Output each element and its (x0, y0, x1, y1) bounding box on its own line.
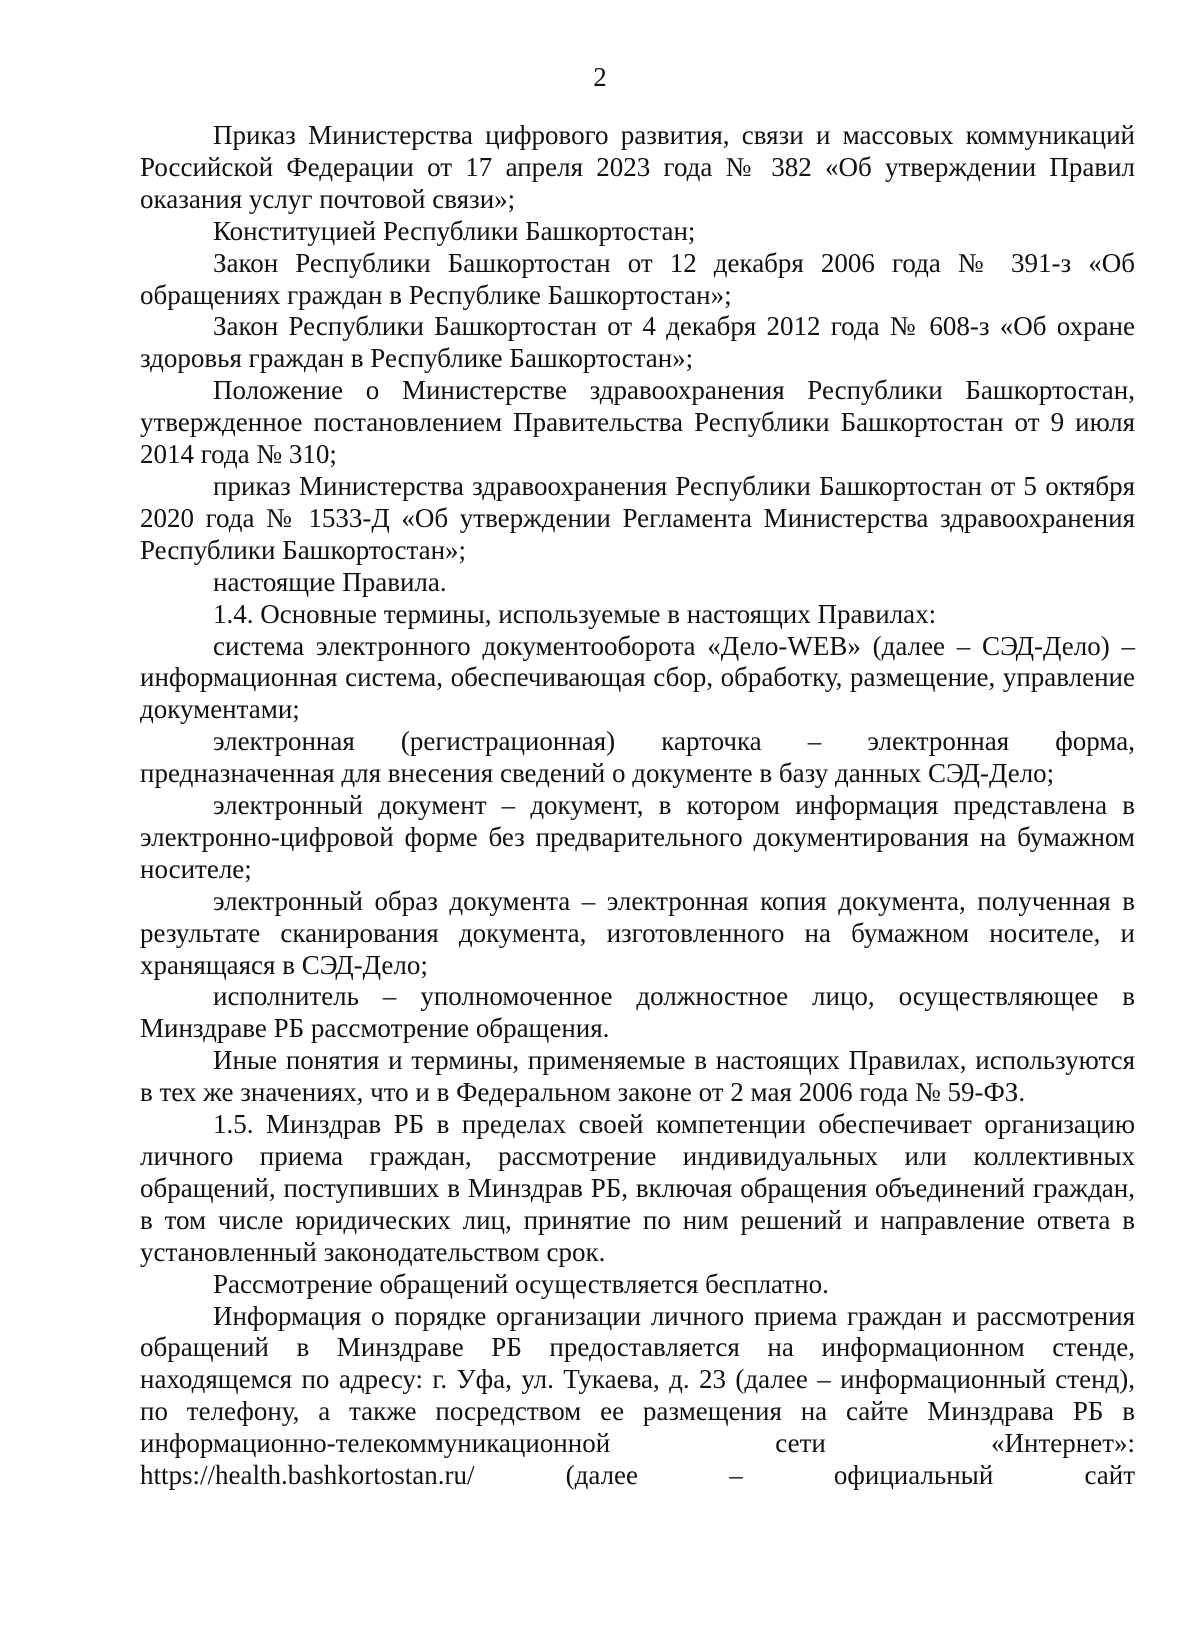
paragraph-prikaz-mincifry: Приказ Министерства цифрового развития, связи и массовых коммуникаций Российской Федерации от 17 апреля 2023 года № 382 «Об утверждении Правил оказания услуг почтовой связи»; (140, 120, 1135, 214)
paragraph-nastoyashchie-pravila: настоящие Правила. (213, 566, 447, 597)
paragraph-prikaz-reglament: приказ Министерства здравоохранения Республики Башкортостан от 5 октября 2020 года № 1533-Д «Об утверждении Регламента Министерства здравоохранения Республики Башкортостан»; (140, 470, 1135, 565)
paragraph-inye-ponyatiya: Иные понятия и термины, применяемые в настоящих Правилах, используются в тех же значениях, что и в Федеральном законе от 2 мая 2006 года № 59-ФЗ. (140, 1045, 1135, 1108)
page-number: 2 (593, 62, 607, 92)
paragraph-informaciya-o-poryadke: Информация о порядке организации личного приема граждан и рассмотрения обращений в Минздраве РБ предоставляется на информационном стенде, находящемся по адресу: г. Уфа, ул. Тукаева, д. 23 (далее – информационный стенд), по телефону, а также посредством ее размещения на сайте Минздрава РБ в информационно-телекоммуникационной сети «Интернет»: https://health.bashkortostan.ru/ (далее – официальный сайт (140, 1300, 1135, 1491)
term-sed-delo: система электронного документооборота «Дело-WEB» (далее – СЭД-Дело) – информационная система, обеспечивающая сбор, обработку, размещение, управление документами; (140, 630, 1135, 725)
term-ispolnitel: исполнитель – уполномоченное должностное лицо, осуществляющее в Минздраве РБ рассмотрение обращения. (140, 981, 1135, 1044)
paragraph-polozhenie-minzdrav: Положение о Министерстве здравоохранения Республики Башкортостан, утвержденное постановлением Правительства Республики Башкортостан от 9 июля 2014 года № 310; (140, 375, 1135, 470)
paragraph-zakon-obrashcheniya: Закон Республики Башкортостан от 12 декабря 2006 года № 391-з «Об обращениях граждан в Республике Башкортостан»; (140, 247, 1135, 310)
document-body (140, 120, 1135, 1492)
section-heading-1-4: 1.4. Основные термины, используемые в настоящих Правилах: (213, 598, 937, 629)
term-elektronnyi-dokument: электронный документ – документ, в котором информация представлена в электронно-цифровой форме без предварительного документирования на бумажном носителе; (140, 790, 1135, 884)
term-elektronnaya-kartochka: электронная (регистрационная) карточка – электронная форма, предназначенная для внесения сведений о документе в базу данных СЭД-Дело; (140, 726, 1135, 789)
paragraph-konstituciya: Конституцией Республики Башкортостан; (213, 215, 696, 246)
term-elektronnyi-obraz: электронный образ документа – электронная копия документа, полученная в результате сканирования документа, изготовленного на бумажном носителе, и хранящаяся в СЭД-Дело; (140, 885, 1135, 980)
paragraph-besplatno: Рассмотрение обращений осуществляется бесплатно. (213, 1268, 829, 1299)
paragraph-zakon-zdorovie: Закон Республики Башкортостан от 4 декабря 2012 года № 608-з «Об охране здоровья граждан в Республике Башкортостан»; (140, 311, 1135, 374)
section-1-5-paragraph: 1.5. Минздрав РБ в пределах своей компетенции обеспечивает организацию личного приема граждан, рассмотрение индивидуальных или коллективных обращений, поступивших в Минздрав РБ, включая обращения объединений граждан, в том числе юридических лиц, принятие по ним решений и направление ответа в установленный законодательством срок. (140, 1109, 1135, 1267)
